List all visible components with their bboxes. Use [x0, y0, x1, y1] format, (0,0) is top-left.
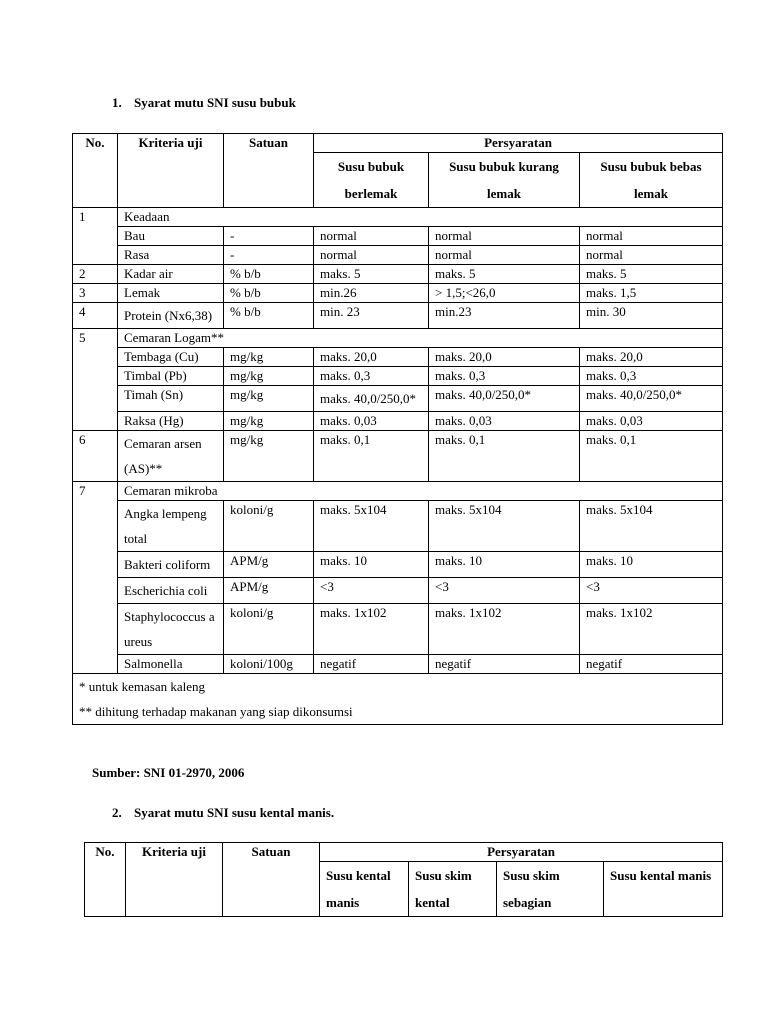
table-row	[73, 501, 723, 552]
table-row	[73, 412, 723, 431]
kriteria-cell: Lemak	[118, 284, 224, 303]
kriteria-cell: Staphylococcus aureus	[118, 604, 224, 655]
subheader-susu-kental-manis: Susu kental manis	[320, 862, 409, 917]
value-cell: normal	[314, 246, 429, 265]
notes-row	[73, 674, 723, 700]
value-cell: maks. 0,1	[314, 431, 429, 482]
kriteria-cell: Protein (Nx6,38)	[118, 303, 224, 329]
group-label: Cemaran mikroba	[118, 482, 723, 501]
kriteria-cell: Tembaga (Cu)	[118, 348, 224, 367]
section1-number: 1.	[112, 95, 122, 110]
value-cell: negatif	[429, 655, 580, 674]
kriteria-cell: Raksa (Hg)	[118, 412, 224, 431]
value-cell: maks. 5x104	[429, 501, 580, 552]
subheader-bebas-lemak: Susu bubuk bebas lemak	[580, 153, 723, 208]
kriteria-cell: Timah (Sn)	[118, 386, 224, 412]
satuan-cell: mg/kg	[224, 348, 314, 367]
notes-row	[73, 699, 723, 725]
value-cell: <3	[429, 578, 580, 604]
satuan-cell: koloni/100g	[224, 655, 314, 674]
value-cell: maks. 5	[429, 265, 580, 284]
value-cell: normal	[580, 227, 723, 246]
satuan-cell: mg/kg	[224, 431, 314, 482]
table-row	[73, 303, 723, 329]
value-cell: negatif	[580, 655, 723, 674]
subheader-susu-skim-sebagian: Susu skim sebagian	[497, 862, 604, 917]
table-row	[73, 284, 723, 303]
value-cell: min.26	[314, 284, 429, 303]
table-row	[73, 578, 723, 604]
table-row	[73, 482, 723, 501]
table-row	[73, 367, 723, 386]
value-cell: maks. 1x102	[314, 604, 429, 655]
header-persyaratan: Persyaratan	[314, 134, 723, 153]
footnote: ** dihitung terhadap makanan yang siap dikonsumsi	[73, 699, 723, 725]
row-no: 6	[73, 431, 118, 482]
table-row	[73, 227, 723, 246]
subheader-kurang-lemak: Susu bubuk kurang lemak	[429, 153, 580, 208]
row-no: 4	[73, 303, 118, 329]
table-row	[73, 265, 723, 284]
row-no: 3	[73, 284, 118, 303]
section1-heading	[112, 95, 296, 111]
value-cell: maks. 0,1	[580, 431, 723, 482]
value-cell: maks. 20,0	[314, 348, 429, 367]
value-cell: <3	[580, 578, 723, 604]
value-cell: maks. 10	[429, 552, 580, 578]
satuan-cell: % b/b	[224, 303, 314, 329]
value-cell: maks. 0,3	[314, 367, 429, 386]
section2-heading	[112, 805, 334, 821]
satuan-cell: APM/g	[224, 552, 314, 578]
kriteria-cell: Rasa	[118, 246, 224, 265]
value-cell: normal	[314, 227, 429, 246]
kriteria-cell: Timbal (Pb)	[118, 367, 224, 386]
header-kriteria: Kriteria uji	[126, 843, 223, 917]
table-row	[73, 386, 723, 412]
value-cell: maks. 40,0/250,0*	[580, 386, 723, 412]
header-row	[73, 134, 723, 153]
value-cell: maks. 10	[314, 552, 429, 578]
value-cell: > 1,5;<26,0	[429, 284, 580, 303]
value-cell: maks. 5x104	[580, 501, 723, 552]
value-cell: maks. 20,0	[580, 348, 723, 367]
kriteria-cell: Salmonella	[118, 655, 224, 674]
table-row	[73, 655, 723, 674]
satuan-cell: -	[224, 246, 314, 265]
value-cell: min. 23	[314, 303, 429, 329]
satuan-cell: mg/kg	[224, 412, 314, 431]
table-row	[73, 431, 723, 482]
satuan-cell: % b/b	[224, 284, 314, 303]
value-cell: maks. 40,0/250,0*	[314, 386, 429, 412]
table-row	[73, 329, 723, 348]
kriteria-cell: Escherichia coli	[118, 578, 224, 604]
section2-title: Syarat mutu SNI susu kental manis.	[134, 805, 335, 820]
value-cell: maks. 40,0/250,0*	[429, 386, 580, 412]
header-kriteria: Kriteria uji	[118, 134, 224, 208]
header-no: No.	[85, 843, 126, 917]
satuan-cell: mg/kg	[224, 367, 314, 386]
satuan-cell: -	[224, 227, 314, 246]
value-cell: maks. 0,03	[580, 412, 723, 431]
value-cell: min.23	[429, 303, 580, 329]
value-cell: maks. 0,03	[429, 412, 580, 431]
value-cell: maks. 1,5	[580, 284, 723, 303]
value-cell: normal	[429, 227, 580, 246]
header-persyaratan: Persyaratan	[320, 843, 723, 862]
value-cell: maks. 0,3	[429, 367, 580, 386]
satuan-cell: koloni/g	[224, 501, 314, 552]
subheader-berlemak: Susu bubuk berlemak	[314, 153, 429, 208]
table-row	[73, 604, 723, 655]
section2-number: 2.	[112, 805, 122, 820]
table-row	[73, 552, 723, 578]
row-no: 1	[73, 208, 118, 265]
group-label: Cemaran Logam**	[118, 329, 723, 348]
row-no: 5	[73, 329, 118, 431]
value-cell: maks. 5x104	[314, 501, 429, 552]
source-note: Sumber: SNI 01-2970, 2006	[92, 765, 245, 780]
header-no: No.	[73, 134, 118, 208]
kriteria-cell: Kadar air	[118, 265, 224, 284]
footnote: * untuk kemasan kaleng	[73, 674, 723, 700]
value-cell: <3	[314, 578, 429, 604]
value-cell: maks. 1x102	[429, 604, 580, 655]
satuan-cell: APM/g	[224, 578, 314, 604]
kriteria-cell: Angka lempeng total	[118, 501, 224, 552]
susu-kental-manis-table	[84, 842, 723, 917]
value-cell: maks. 0,3	[580, 367, 723, 386]
row-no: 7	[73, 482, 118, 674]
value-cell: maks. 5	[580, 265, 723, 284]
value-cell: min. 30	[580, 303, 723, 329]
susu-bubuk-table	[72, 133, 723, 725]
value-cell: maks. 0,1	[429, 431, 580, 482]
header-satuan: Satuan	[223, 843, 320, 917]
kriteria-cell: Cemaran arsen (AS)**	[118, 431, 224, 482]
row-no: 2	[73, 265, 118, 284]
table-row	[73, 246, 723, 265]
satuan-cell: % b/b	[224, 265, 314, 284]
kriteria-cell: Bau	[118, 227, 224, 246]
value-cell: maks. 5	[314, 265, 429, 284]
subheader-susu-skim-kental: Susu skim kental	[409, 862, 497, 917]
value-cell: maks. 0,03	[314, 412, 429, 431]
satuan-cell: koloni/g	[224, 604, 314, 655]
value-cell: normal	[429, 246, 580, 265]
value-cell: maks. 1x102	[580, 604, 723, 655]
header-satuan: Satuan	[224, 134, 314, 208]
table-row	[73, 348, 723, 367]
group-label: Keadaan	[118, 208, 723, 227]
value-cell: maks. 10	[580, 552, 723, 578]
value-cell: normal	[580, 246, 723, 265]
kriteria-cell: Bakteri coliform	[118, 552, 224, 578]
table-row	[73, 208, 723, 227]
section1-title: Syarat mutu SNI susu bubuk	[134, 95, 296, 110]
header-row	[85, 843, 723, 862]
value-cell: negatif	[314, 655, 429, 674]
subheader-susu-kental-manis-2: Susu kental manis	[604, 862, 723, 917]
value-cell: maks. 20,0	[429, 348, 580, 367]
satuan-cell: mg/kg	[224, 386, 314, 412]
